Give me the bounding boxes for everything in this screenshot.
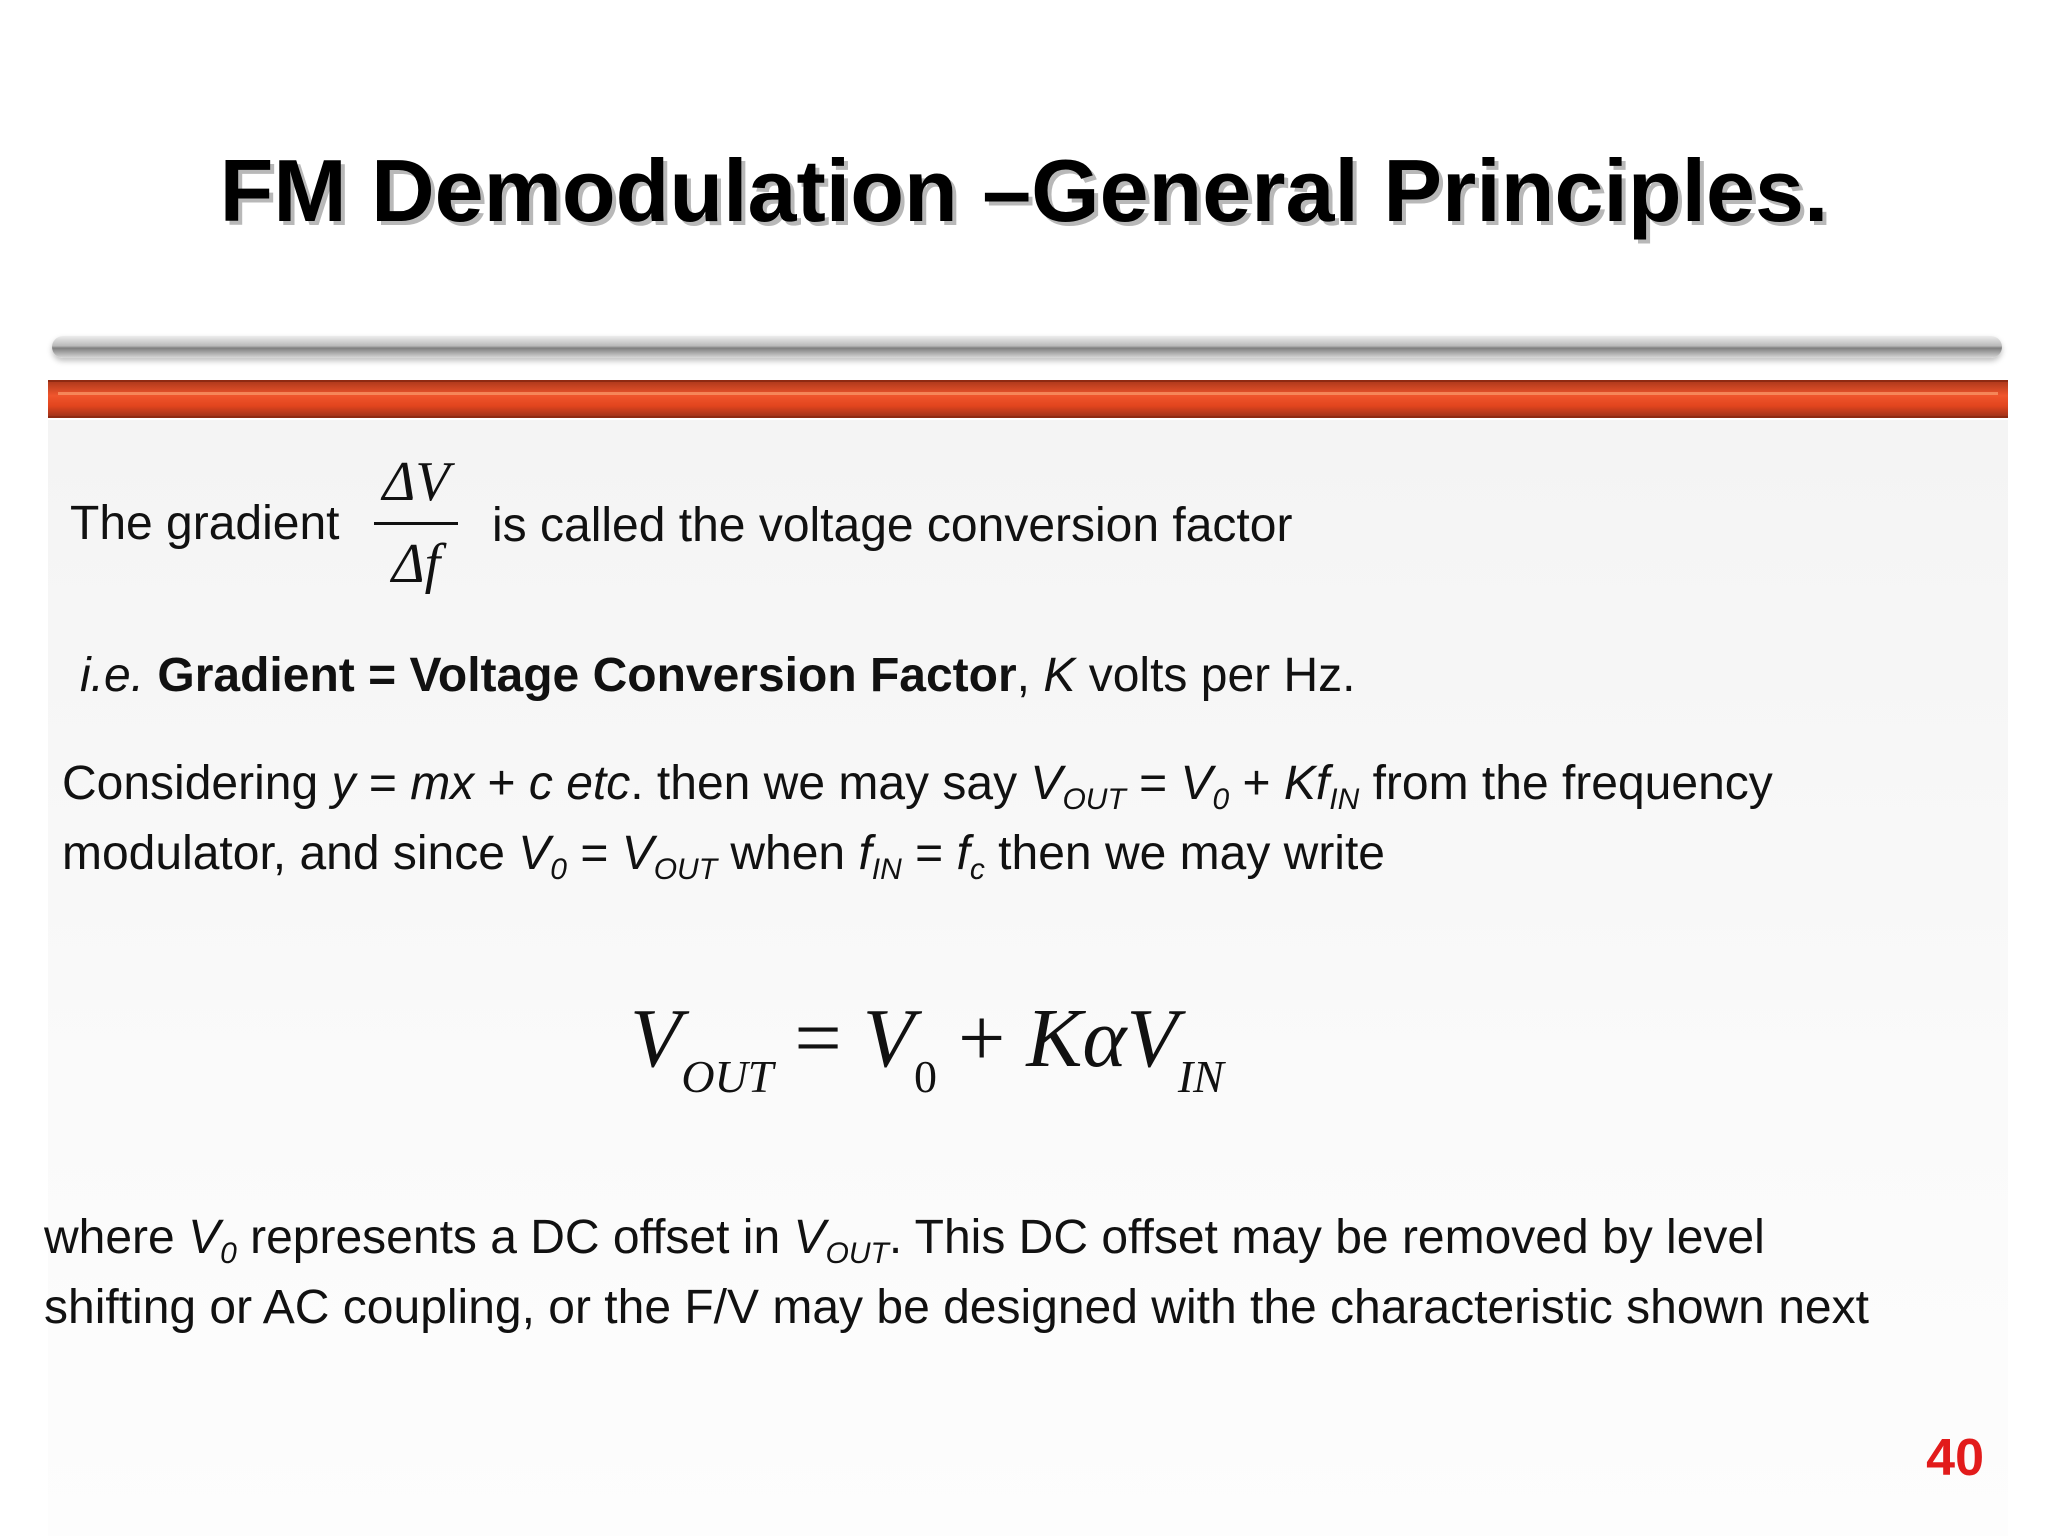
gradient-text-suffix: is called the voltage conversion factor (492, 499, 1293, 552)
fraction-denominator: Δf (391, 533, 441, 595)
sub-in: IN (871, 853, 902, 886)
eq-v0: V (862, 992, 915, 1085)
para2-line1 (44, 1210, 1765, 1270)
fraction-bar (374, 522, 458, 525)
gradient-text-prefix: The gradient (70, 497, 340, 550)
eq-sub-out: OUT (681, 1051, 774, 1102)
var-y: y (331, 757, 356, 810)
var-v: V (793, 1211, 826, 1264)
eq-equals: = (773, 992, 863, 1085)
text: represents a DC offset in (236, 1211, 794, 1264)
eq-v: V (630, 992, 682, 1085)
page-number: 40 (1926, 1429, 1984, 1487)
gradient-definition: Gradient = Voltage Conversion Factor (157, 649, 1017, 702)
eq-plus: + (937, 992, 1027, 1085)
text: from the frequency (1359, 757, 1773, 810)
text: where (44, 1211, 189, 1264)
text: = (566, 827, 622, 880)
var-v: V (621, 827, 654, 880)
k-symbol: K (1043, 649, 1076, 702)
var-c: c etc (528, 757, 631, 810)
var-v0: V (518, 827, 551, 880)
text: when (717, 827, 859, 880)
red-divider (48, 380, 2008, 418)
fraction-numerator: ΔV (382, 451, 450, 513)
sub-0: 0 (1212, 783, 1230, 816)
var-v: V (1030, 757, 1063, 810)
units-text: volts per Hz. (1088, 649, 1356, 702)
sub-in: IN (1329, 783, 1360, 816)
sub-c: c (969, 853, 985, 886)
text: then we may write (984, 827, 1385, 880)
eq-sub-in: IN (1177, 1051, 1224, 1102)
sub-0: 0 (550, 853, 567, 886)
var-v: V (188, 1211, 221, 1264)
text: = (355, 757, 411, 810)
ie-line (80, 648, 1355, 703)
var-f: f (858, 827, 872, 880)
text: modulator, and since (62, 827, 519, 880)
text: = (1125, 757, 1181, 810)
eq-sub-0: 0 (914, 1051, 938, 1102)
slide-title: FM Demodulation –General Principles. (219, 141, 1829, 240)
main-equation (630, 990, 1224, 1102)
text: = (901, 827, 957, 880)
para2-line2: shifting or AC coupling, or the F/V may be designed with the characteristic shown next (44, 1281, 1869, 1334)
text: . then we may say (630, 757, 1031, 810)
text: . This DC offset may be removed by level (888, 1211, 1765, 1264)
content-panel (48, 420, 2008, 1536)
eq-kalpha-v: KαV (1026, 992, 1178, 1085)
comma: , (1016, 649, 1031, 702)
var-kf: Kf (1283, 757, 1330, 810)
ie-text: i.e. (80, 649, 145, 702)
para1-line1 (62, 756, 1773, 816)
grey-divider (52, 336, 2002, 358)
text: + (474, 757, 529, 810)
sub-out: OUT (653, 853, 718, 886)
text: Considering (62, 757, 332, 810)
para1-line2 (62, 826, 1385, 886)
text: + (1229, 757, 1284, 810)
var-v0: V (1180, 757, 1213, 810)
var-mx: mx (410, 757, 475, 810)
sub-0: 0 (220, 1237, 237, 1270)
sub-out: OUT (1062, 783, 1126, 816)
var-fc: f (956, 827, 970, 880)
sub-out: OUT (825, 1237, 889, 1270)
